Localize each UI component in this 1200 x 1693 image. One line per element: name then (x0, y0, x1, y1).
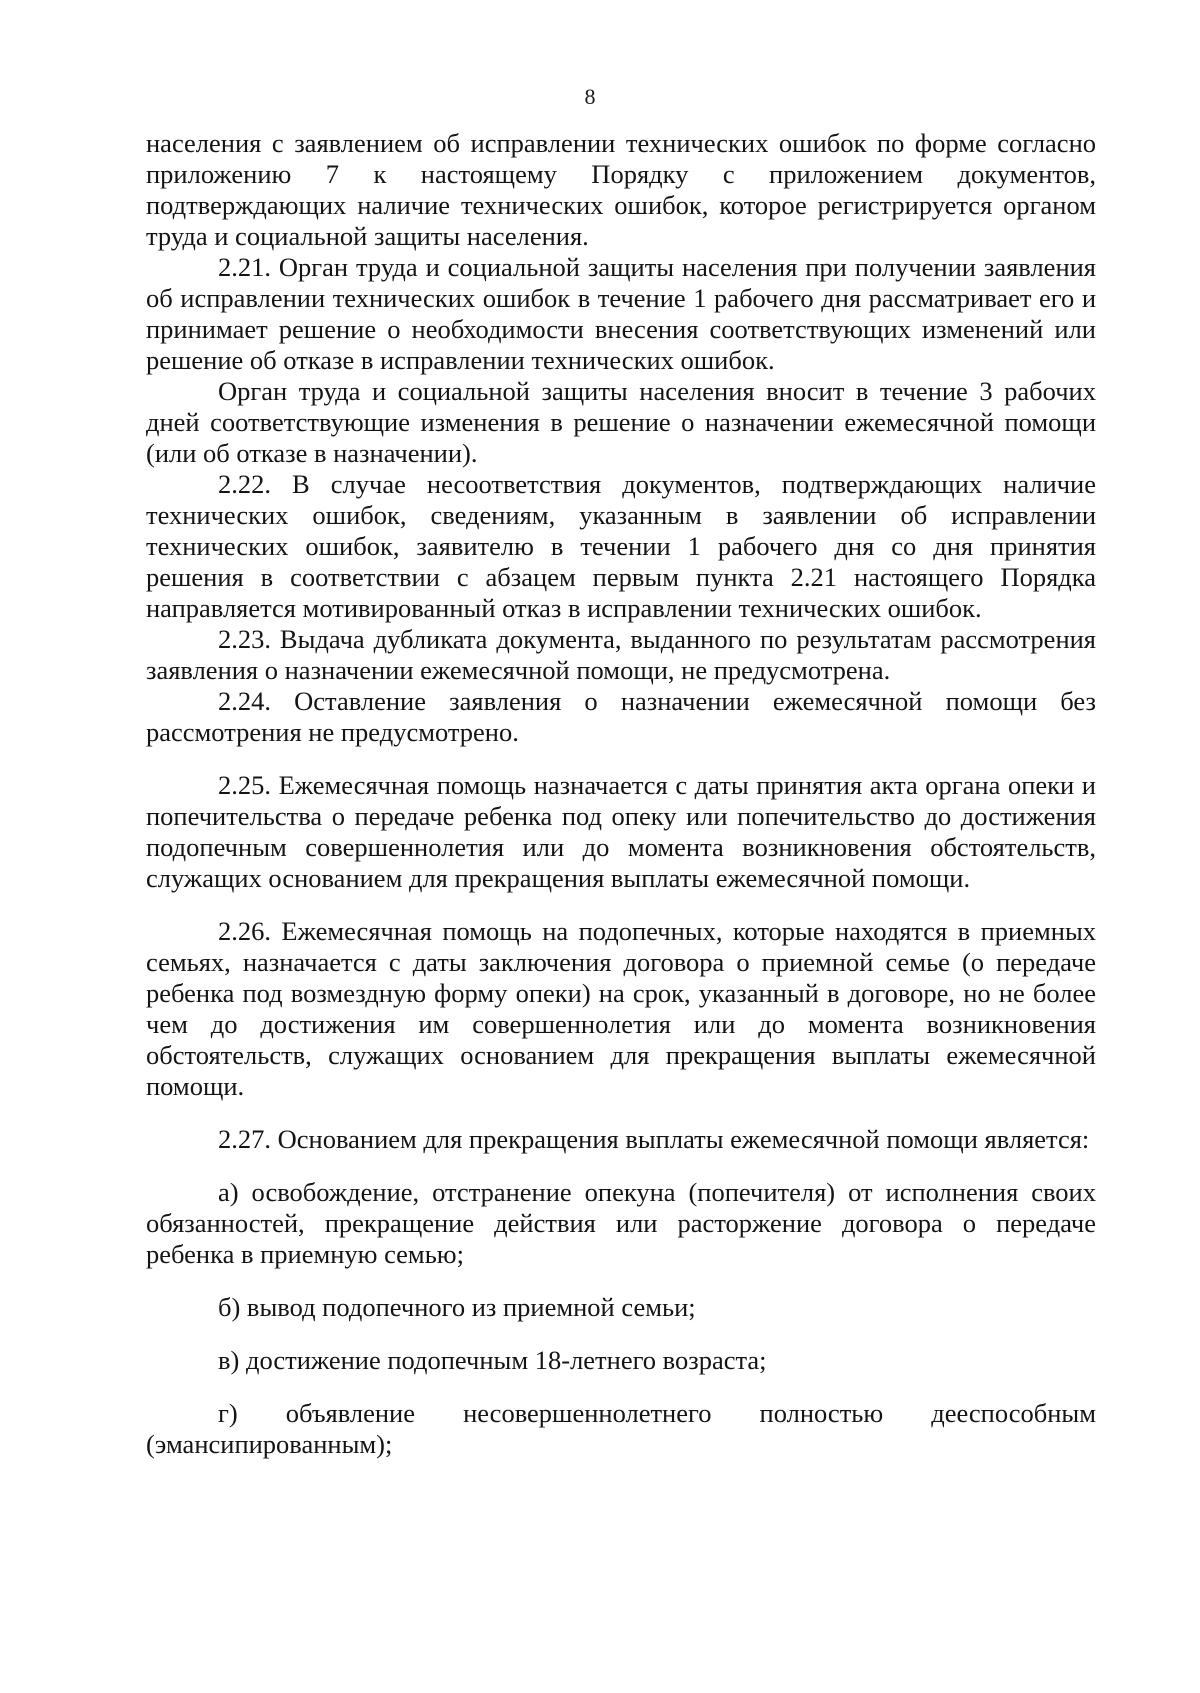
paragraph-continuation: населения с заявлением об исправлении технических ошибок по форме согласно приложению 7 к настоящему Порядку с приложением документов, подтверждающих наличие технических ошибок, которое регистрируется органом труда и социальной защиты населения. (146, 128, 1096, 251)
document-body (146, 128, 1096, 1460)
list-item-g: г) объявление несовершеннолетнего полностью дееспособным (эмансипированным); (146, 1398, 1096, 1459)
paragraph-2-25: 2.25. Ежемесячная помощь назначается с даты принятия акта органа опеки и попечительства о передаче ребенка под опеку или попечительство до достижения подопечным совершеннолетия или до момента возникновения обстоятельств, служащих основанием для прекращения выплаты ежемесячной помощи. (146, 770, 1096, 893)
paragraph-2-21: 2.21. Орган труда и социальной защиты населения при получении заявления об исправлении технических ошибок в течение 1 рабочего дня рассматривает его и принимает решение о необходимости внесения соответствующих изменений или решение об отказе в исправлении технических ошибок. (146, 252, 1096, 375)
paragraph-2-27: 2.27. Основанием для прекращения выплаты ежемесячной помощи является: (218, 1124, 1090, 1154)
paragraph-2-23: 2.23. Выдача дубликата документа, выданного по результатам рассмотрения заявления о назначении ежемесячной помощи, не предусмотрена. (146, 624, 1096, 685)
paragraph-2-21-second: Орган труда и социальной защиты населения вносит в течение 3 рабочих дней соответствующие изменения в решение о назначении ежемесячной помощи (или об отказе в назначении). (146, 376, 1096, 468)
paragraph-2-26: 2.26. Ежемесячная помощь на подопечных, которые находятся в приемных семьях, назначается с даты заключения договора о приемной семье (о передаче ребенка под возмездную форму опеки) на срок, указанный в договоре, но не более чем до достижения им совершеннолетия или до момента возникновения обстоятельств, служащих основанием для прекращения выплаты ежемесячной помощи. (146, 916, 1096, 1101)
list-item-a: а) освобождение, отстранение опекуна (попечителя) от исполнения своих обязанностей, прекращение действия или расторжение договора о передаче ребенка в приемную семью; (146, 1177, 1096, 1269)
list-item-b: б) вывод подопечного из приемной семьи; (218, 1292, 696, 1322)
paragraph-2-24: 2.24. Оставление заявления о назначении ежемесячной помощи без рассмотрения не предусмотрено. (146, 686, 1096, 747)
page-number: 8 (584, 84, 596, 109)
paragraph-2-22: 2.22. В случае несоответствия документов, подтверждающих наличие технических ошибок, сведениям, указанным в заявлении об исправлении технических ошибок, заявителю в течении 1 рабочего дня со дня принятия решения в соответствии с абзацем первым пункта 2.21 настоящего Порядка направляется мотивированный отказ в исправлении технических ошибок. (146, 469, 1096, 623)
list-item-v: в) достижение подопечным 18-летнего возраста; (218, 1345, 767, 1375)
